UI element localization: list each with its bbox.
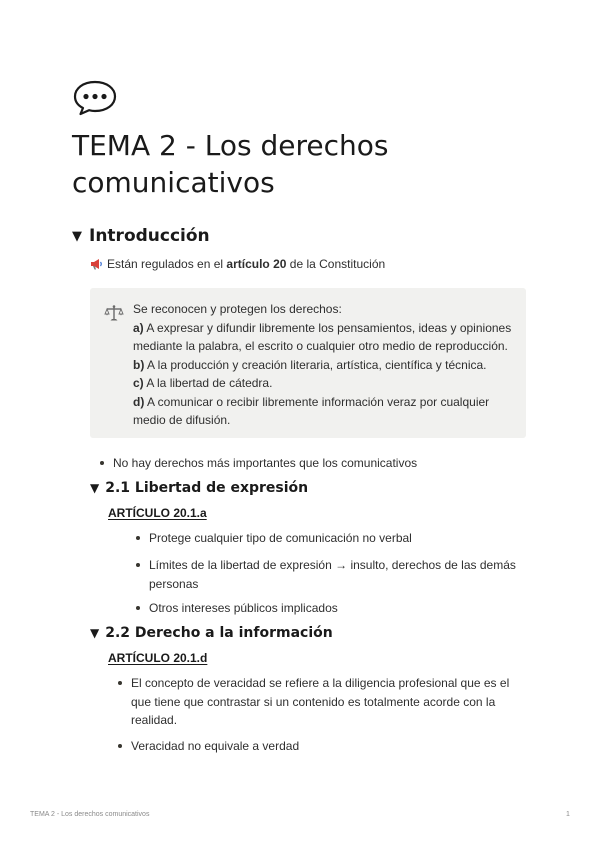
intro-note-text-end: de la Constitución bbox=[286, 257, 386, 271]
intro-note-bold: artículo 20 bbox=[226, 257, 287, 271]
callout-line bbox=[133, 356, 518, 375]
intro-note bbox=[90, 255, 385, 273]
callout-line-prefix: d) bbox=[133, 394, 145, 409]
callout-articulo-20 bbox=[90, 288, 526, 438]
page-number: 1 bbox=[566, 811, 570, 818]
callout-body bbox=[133, 300, 518, 430]
list-item: Veracidad no equivale a verdad bbox=[131, 737, 521, 756]
toggle-libertad-expresion[interactable] bbox=[90, 480, 308, 496]
article-reference: ARTÍCULO 20.1.a bbox=[108, 506, 207, 520]
callout-line-text: Se reconocen y protegen los derechos: bbox=[133, 302, 342, 316]
section-heading: 2.1 Libertad de expresión bbox=[105, 480, 309, 496]
balance-scale-icon bbox=[104, 303, 124, 323]
callout-line bbox=[133, 319, 518, 356]
callout-line-text: A expresar y difundir libremente los pensamientos, ideas y opiniones mediante la palabra, el escrito o cualquier otro medio de reproducción. bbox=[133, 320, 512, 353]
toggle-triangle-icon[interactable]: ▼ bbox=[72, 228, 82, 244]
toggle-triangle-icon[interactable]: ▼ bbox=[90, 481, 100, 495]
speech-bubble-icon bbox=[72, 80, 118, 116]
callout-line-prefix: b) bbox=[133, 357, 145, 372]
callout-line-text: A la libertad de cátedra. bbox=[143, 376, 273, 390]
callout-line-prefix: a) bbox=[133, 320, 144, 335]
callout-line-prefix: c) bbox=[133, 376, 144, 390]
callout-line-text: A comunicar o recibir libremente información veraz por cualquier medio de difusión. bbox=[133, 394, 490, 427]
list-item: Protege cualquier tipo de comunicación no verbal bbox=[149, 529, 529, 548]
section-heading: 2.2 Derecho a la información bbox=[105, 625, 333, 641]
list-item: Límites de la libertad de expresión → insulto, derechos de las demás personas bbox=[149, 556, 529, 593]
page-title: TEMA 2 - Los derechos comunicativos bbox=[72, 129, 389, 199]
footer-title: TEMA 2 - Los derechos comunicativos bbox=[30, 811, 150, 818]
toggle-derecho-informacion[interactable] bbox=[90, 625, 333, 641]
toggle-triangle-icon[interactable]: ▼ bbox=[90, 626, 100, 640]
list-item: No hay derechos más importantes que los comunicativos bbox=[113, 454, 417, 473]
article-reference: ARTÍCULO 20.1.d bbox=[108, 651, 208, 665]
callout-line bbox=[133, 374, 518, 393]
callout-line bbox=[133, 300, 518, 319]
section-heading: Introducción bbox=[89, 226, 210, 246]
callout-line-text: A la producción y creación literaria, artística, científica y técnica. bbox=[144, 357, 487, 372]
list-item: Otros intereses públicos implicados bbox=[149, 599, 529, 618]
list-item: El concepto de veracidad se refiere a la diligencia profesional que es el que tiene que contrastar si un contenido es totalmente acorde con la realidad. bbox=[131, 674, 521, 730]
callout-line bbox=[133, 393, 518, 430]
toggle-introduccion[interactable] bbox=[72, 226, 210, 246]
intro-note-text: Están regulados en el bbox=[107, 257, 227, 271]
megaphone-icon bbox=[90, 258, 103, 270]
